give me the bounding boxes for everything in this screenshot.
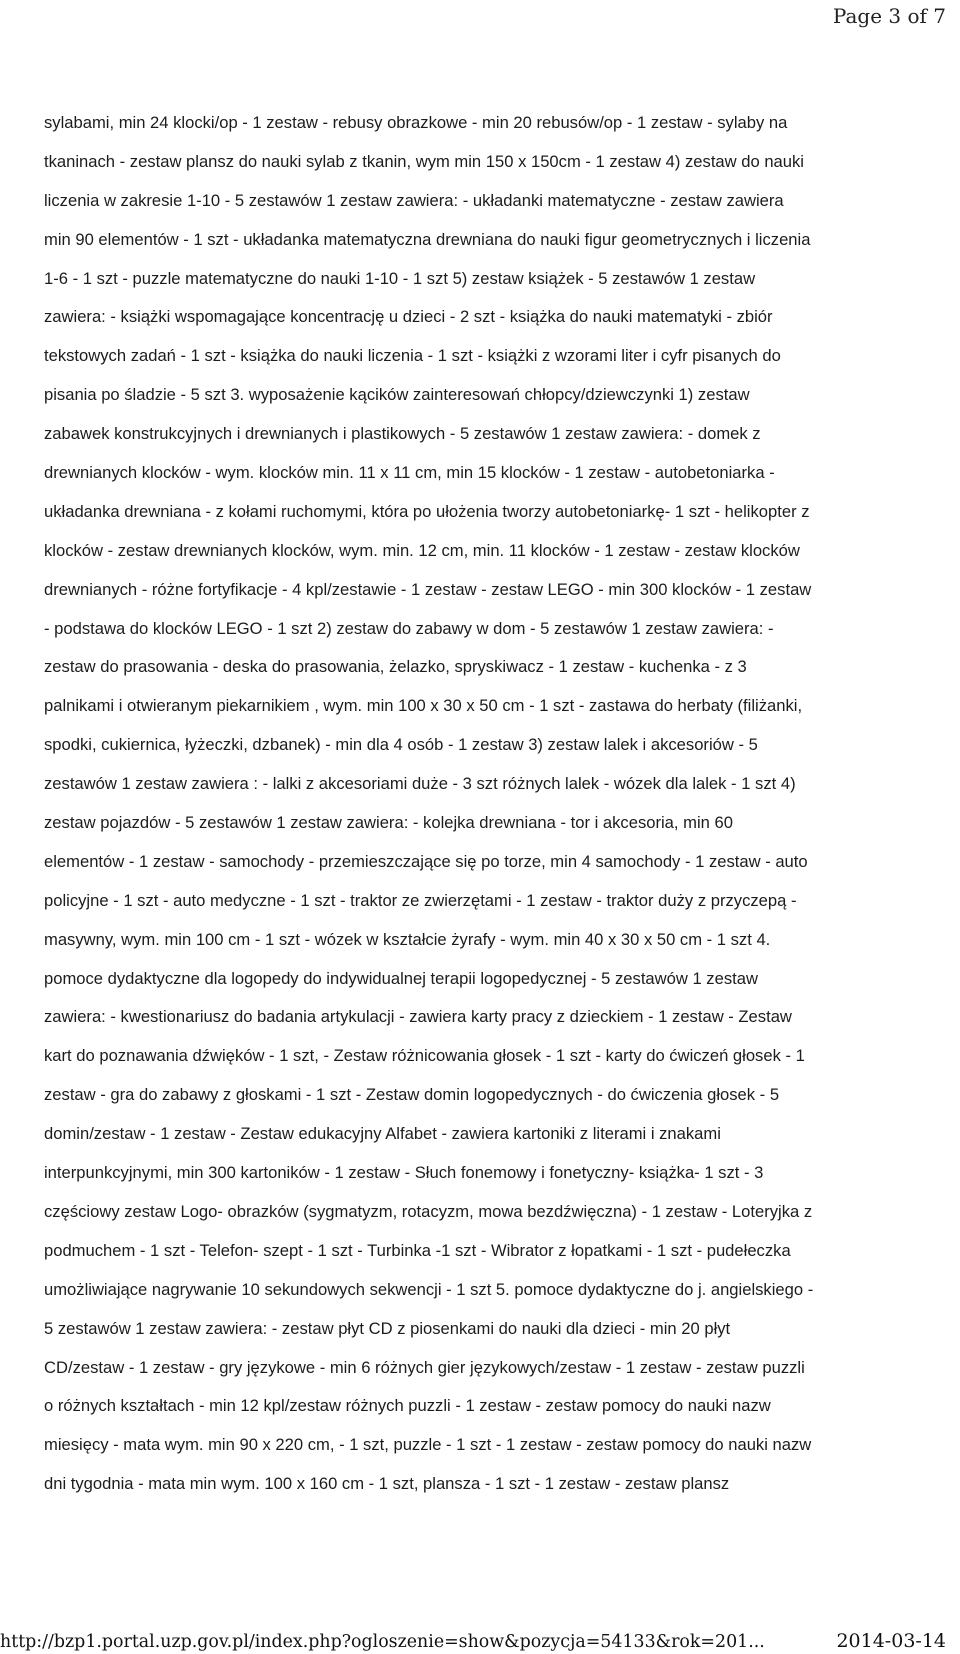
body-text-line: elementów - 1 zestaw - samochody - przemieszczające się po torze, min 4 samochody - 1 zestaw - auto <box>44 851 808 871</box>
body-text-line: 1-6 - 1 szt - puzzle matematyczne do nauki 1-10 - 1 szt 5) zestaw książek - 5 zestawów 1 zestaw <box>44 268 756 288</box>
body-text-line: podmuchem - 1 szt - Telefon- szept - 1 szt - Turbinka -1 szt - Wibrator z łopatkami - 1 szt - pudełeczka <box>44 1240 791 1260</box>
body-text-line: drewnianych - różne fortyfikacje - 4 kpl/zestawie - 1 zestaw - zestaw LEGO - min 300 klocków - 1 zestaw <box>44 579 812 599</box>
body-text-line: układanka drewniana - z kołami ruchomymi, która po ułożenia tworzy autobetoniarkę- 1 szt - helikopter z <box>44 501 810 521</box>
body-text-line: zawiera: - książki wspomagające koncentrację u dzieci - 2 szt - książka do nauki matematyki - zbiór <box>44 307 773 327</box>
document-body <box>44 104 944 1504</box>
body-text-line: kart do poznawania dźwięków - 1 szt, - Zestaw różnicowania głosek - 1 szt - karty do ćwiczeń głosek - 1 <box>44 1046 805 1066</box>
body-text-line: klocków - zestaw drewnianych klocków, wym. min. 12 cm, min. 11 klocków - 1 zestaw - zestaw klocków <box>44 540 800 560</box>
footer-url[interactable]: http://bzp1.portal.uzp.gov.pl/index.php?ogloszenie=show&pozycja=54133&rok=201... <box>0 1632 765 1652</box>
body-text-line: CD/zestaw - 1 zestaw - gry językowe - min 6 różnych gier językowych/zestaw - 1 zestaw - zestaw puzzli <box>44 1357 805 1377</box>
body-text-line: zawiera: - kwestionariusz do badania artykulacji - zawiera karty pracy z dzieckiem - 1 zestaw - Zestaw <box>44 1007 792 1027</box>
body-text-line: częściowy zestaw Logo- obrazków (sygmatyzm, rotacyzm, mowa bezdźwięczna) - 1 zestaw - Loteryjka z <box>44 1201 813 1221</box>
body-text-line: zabawek konstrukcyjnych i drewnianych i plastikowych - 5 zestawów 1 zestaw zawiera: - domek z <box>44 424 761 444</box>
body-text-line: liczenia w zakresie 1-10 - 5 zestawów 1 zestaw zawiera: - układanki matematyczne - zestaw zawiera <box>44 190 784 210</box>
body-text-line: domin/zestaw - 1 zestaw - Zestaw edukacyjny Alfabet - zawiera kartoniki z literami i znakami <box>44 1124 721 1144</box>
footer-date: 2014-03-14 <box>836 1630 946 1652</box>
body-text-line: min 90 elementów - 1 szt - układanka matematyczna drewniana do nauki figur geometrycznych i liczenia <box>44 229 811 249</box>
body-text-line: pomoce dydaktyczne dla logopedy do indywidualnej terapii logopedycznej - 5 zestawów 1 zestaw <box>44 968 758 988</box>
body-text-line: dni tygodnia - mata min wym. 100 x 160 cm - 1 szt, plansza - 1 szt - 1 zestaw - zestaw plansz <box>44 1474 730 1494</box>
body-text-line: 5 zestawów 1 zestaw zawiera: - zestaw płyt CD z piosenkami do nauki dla dzieci - min 20 płyt <box>44 1318 731 1338</box>
body-text-line: tekstowych zadań - 1 szt - książka do nauki liczenia - 1 szt - książki z wzorami liter i cyfr pisanych do <box>44 346 781 366</box>
body-text-line: policyjne - 1 szt - auto medyczne - 1 szt - traktor ze zwierzętami - 1 zestaw - traktor duży z przyczepą - <box>44 890 797 910</box>
body-text-line: interpunkcyjnymi, min 300 kartoników - 1 zestaw - Słuch fonemowy i fonetyczny- książka- 1 szt - 3 <box>44 1163 764 1183</box>
body-text-line: - podstawa do klocków LEGO - 1 szt 2) zestaw do zabawy w dom - 5 zestawów 1 zestaw zawiera: - <box>44 618 774 638</box>
body-text-line: umożliwiające nagrywanie 10 sekundowych sekwencji - 1 szt 5. pomoce dydaktyczne do j. angielskiego - <box>44 1279 814 1299</box>
body-text-line: palnikami i otwieranym piekarnikiem , wym. min 100 x 30 x 50 cm - 1 szt - zastawa do herbaty (filiżanki, <box>44 696 803 716</box>
body-text-line: tkaninach - zestaw plansz do nauki sylab z tkanin, wym min 150 x 150cm - 1 zestaw 4) zestaw do nauki <box>44 151 804 171</box>
body-text-line: o różnych kształtach - min 12 kpl/zestaw różnych puzzli - 1 zestaw - zestaw pomocy do nauki nazw <box>44 1396 771 1416</box>
body-text-line: spodki, cukiernica, łyżeczki, dzbanek) - min dla 4 osób - 1 zestaw 3) zestaw lalek i akcesoriów - 5 <box>44 735 758 755</box>
body-text-line: masywny, wym. min 100 cm - 1 szt - wózek w kształcie żyrafy - wym. min 40 x 30 x 50 cm - 1 szt 4. <box>44 929 771 949</box>
body-text-line: zestaw - gra do zabawy z głoskami - 1 szt - Zestaw domin logopedycznych - do ćwiczenia głosek - 5 <box>44 1085 780 1105</box>
body-text-line: drewnianych klocków - wym. klocków min. 11 x 11 cm, min 15 klocków - 1 zestaw - autobetoniarka - <box>44 463 775 483</box>
body-text-line: pisania po śladzie - 5 szt 3. wyposażenie kącików zainteresowań chłopcy/dziewczynki 1) zestaw <box>44 385 750 405</box>
body-text-line: zestawów 1 zestaw zawiera : - lalki z akcesoriami duże - 3 szt różnych lalek - wózek dla lalek - 1 szt 4) <box>44 774 796 794</box>
body-text-line: sylabami, min 24 klocki/op - 1 zestaw - rebusy obrazkowe - min 20 rebusów/op - 1 zestaw - sylaby na <box>44 113 788 132</box>
body-text-line: zestaw do prasowania - deska do prasowania, żelazko, spryskiwacz - 1 zestaw - kuchenka - z 3 <box>44 657 747 677</box>
page-number: Page 3 of 7 <box>832 4 946 28</box>
body-text-line: zestaw pojazdów - 5 zestawów 1 zestaw zawiera: - kolejka drewniana - tor i akcesoria, min 60 <box>44 813 733 833</box>
body-text-line: miesięcy - mata wym. min 90 x 220 cm, - 1 szt, puzzle - 1 szt - 1 zestaw - zestaw pomocy do nauki nazw <box>44 1435 812 1455</box>
